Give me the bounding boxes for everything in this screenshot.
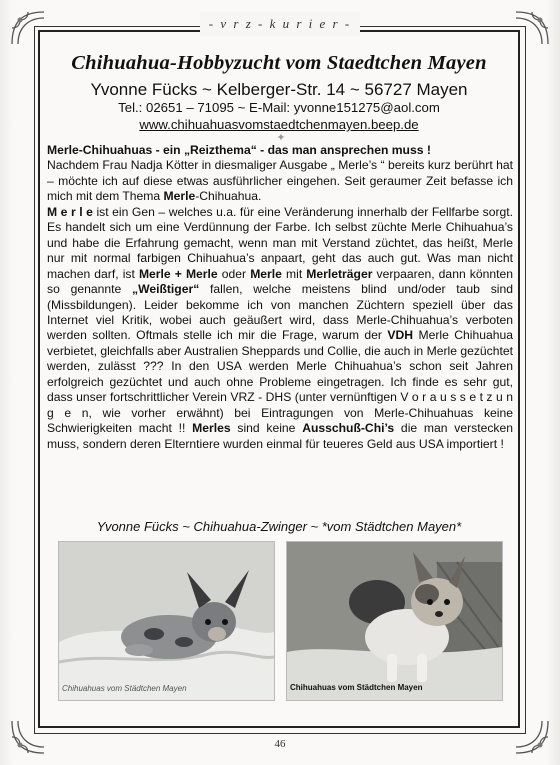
text-run: Merle Chihuahua verbietet, gleichfalls aber Australien Sheppards und Collie, die auch in Merle gezüchtet werden, zulässt ??? In den USA werden Merle Chihuahua’s schon seit Jahren erfolgreich gezüchtet und auch ohne Probleme eingetragen. Ich finde es sehr gut, dass unser fortschrittlicher Verein VRZ - DHS (unter vernünftigen V o r a u s s e t z u n g e n, wie vorher erwähnt) bei Eintragungen von Merle-Chihuahuas keine Schwierigkeiten macht !! xyxy=(47,328,513,436)
photo-caption: Chihuahuas vom Städtchen Mayen xyxy=(62,684,187,693)
magazine-header: - v r z - k u r i e r - xyxy=(200,12,360,36)
address-line: Yvonne Fücks ~ Kelberger-Str. 14 ~ 56727 Mayen xyxy=(90,80,468,99)
text-run: -Chihuahua. xyxy=(195,189,262,204)
text-run-bold: Ausschuß-Chi’s xyxy=(302,421,395,436)
article-headline: Merle-Chihuahuas - ein „Reizthema“ - das man ansprechen muss ! xyxy=(47,143,431,157)
text-run-bold: Merle xyxy=(163,189,196,204)
text-run-bold: M e r l e xyxy=(47,204,93,219)
text-run-bold: Merle + Merle xyxy=(138,266,218,281)
contact-line: Tel.: 02651 – 71095 ~ E-Mail: yvonne151275@aol.com xyxy=(118,100,440,115)
corner-ornament-icon xyxy=(8,8,48,48)
paragraph xyxy=(47,158,513,204)
corner-ornament-icon xyxy=(512,8,552,48)
text-run: oder xyxy=(217,266,251,281)
author-signature: Yvonne Fücks ~ Chihuahua-Zwinger ~ *vom Städtchen Mayen* xyxy=(96,519,462,534)
corner-ornament-icon xyxy=(8,717,48,757)
page-number: 46 xyxy=(274,738,286,750)
corner-ornament-icon xyxy=(512,717,552,757)
puppy-photo-2 xyxy=(286,541,503,701)
text-run: mit xyxy=(281,266,307,281)
text-run-bold: „Weißtiger“ xyxy=(132,282,200,297)
paragraph xyxy=(47,205,513,452)
text-run: die man verstecken muss, sondern deren Elterntiere wurden einmal für teueres Geld aus USA importiert ! xyxy=(47,421,513,451)
article-body xyxy=(47,143,513,452)
website-link[interactable]: www.chihuahuasvomstaedtchenmayen.beep.de xyxy=(139,117,419,132)
flourish-icon: ✦ xyxy=(276,132,286,144)
puppy-photo-1 xyxy=(58,541,275,701)
text-run: verpaaren, dann könnten so genannte xyxy=(47,266,513,297)
text-run: sind keine xyxy=(230,421,303,436)
text-run-bold: VDH xyxy=(387,328,414,343)
text-run: fallen, welche meistens blind und/oder taub sind (Missbildungen). Leider bekomme ich von manchen Züchtern speziell über das Internet viel Kritik, wobei auch geäußert wird, dass Merle-Chihuahua’s verboten werden sollten. Oftmals stelle ich mir die Frage, warum der xyxy=(47,282,513,343)
page-title: Chihuahua-Hobbyzucht vom Staedtchen Mayen xyxy=(71,52,487,74)
text-run-bold: Merleträger xyxy=(306,266,373,281)
text-run: ist ein Gen – welches u.a. für eine Veränderung innerhalb der Fellfarbe sorgt. Es handelt sich um eine Verdünnung der Farbe. Ich selbst züchte Merle Chihuahua’s und habe die Erfahrung gemacht, wenn man mit Verstand züchtet, das heißt, Merle nur mit normal farbigen Chihuahua’s anpaart, geht das auch gut. Was man nicht machen darf, ist xyxy=(47,204,513,281)
text-run: Nachdem Frau Nadja Kötter in diesmaliger Ausgabe „ Merle’s “ bereits kurz berührt hat – möchte ich auf diese etwas ausführlicher eingehen. Seit geraumer Zeit befasse ich mich mit dem Thema xyxy=(47,158,513,204)
text-run-bold: Merles xyxy=(192,421,231,436)
text-run-bold: Merle xyxy=(250,266,282,281)
photo-caption: Chihuahuas vom Städtchen Mayen xyxy=(290,683,423,692)
